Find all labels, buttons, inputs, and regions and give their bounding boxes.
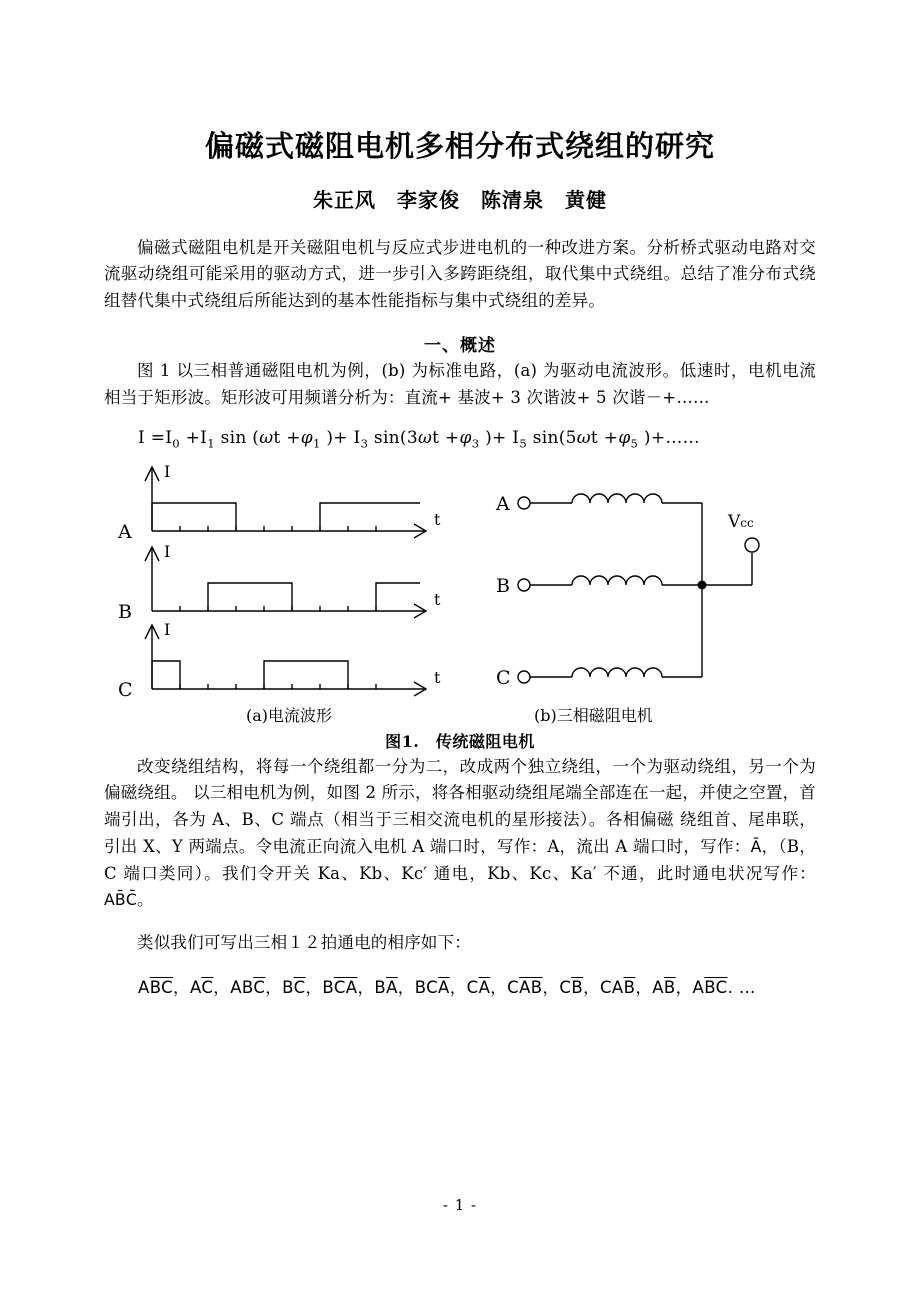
phase-letter-inverted: $\overline{A}$ bbox=[386, 977, 398, 997]
phase-letter: A bbox=[230, 977, 242, 997]
phase-letter: B bbox=[414, 977, 427, 997]
section-heading: 一、概述 bbox=[424, 336, 496, 357]
phase-letter-inverted: $\overline{B}$ bbox=[149, 977, 162, 997]
phase-sequence-separator: ， bbox=[357, 977, 375, 997]
phase-letter: B bbox=[322, 977, 334, 997]
phase-sequence-separator: ， bbox=[542, 977, 560, 997]
waveform-phase-c bbox=[145, 625, 426, 696]
phase-letter: C bbox=[466, 977, 479, 997]
phase-sequence-item bbox=[559, 978, 583, 997]
waveform-label-a: A bbox=[118, 520, 132, 543]
phase-sequence-separator: ， bbox=[305, 977, 323, 997]
circuit-three-phase-motor bbox=[518, 494, 759, 683]
notation-abc-state: AB̄C̄ bbox=[104, 890, 137, 910]
figure-1 bbox=[104, 455, 816, 727]
phase-sequence-item bbox=[652, 978, 675, 997]
phase-sequence-separator: ， bbox=[213, 977, 231, 997]
phase-sequence-separator: ， bbox=[675, 977, 693, 997]
phase-letter-inverted: $\overline{C}$ bbox=[161, 977, 174, 997]
circuit-terminal-b: B bbox=[496, 574, 510, 597]
phase-sequence-list bbox=[138, 974, 816, 998]
phase-letter-inverted: $\overline{B}$ bbox=[623, 977, 636, 997]
author-list: 朱正风 李家俊 陈清泉 黄健 bbox=[313, 187, 607, 212]
phase-letter-inverted: $\overline{B}$ bbox=[530, 977, 543, 997]
phase-letter-inverted: $\overline{C}$ bbox=[253, 977, 266, 997]
axis-label-current-a: I bbox=[164, 461, 171, 481]
waveform-label-c: C bbox=[118, 678, 133, 701]
phase-sequence-item bbox=[190, 978, 213, 997]
phase-letter-inverted: $\overline{B}$ bbox=[704, 977, 716, 997]
phase-letter-inverted: $\overline{A}$ bbox=[438, 977, 450, 997]
phase-letter-inverted: $\overline{A}$ bbox=[478, 977, 491, 997]
phase-letter-inverted: $\overline{A}$ bbox=[345, 977, 358, 997]
phase-letter: B bbox=[282, 977, 294, 997]
page-title: 偏磁式磁阻电机多相分布式绕组的研究 bbox=[204, 129, 715, 163]
circuit-terminal-c: C bbox=[496, 666, 511, 689]
phase-letter-inverted: $\overline{B}$ bbox=[663, 977, 676, 997]
notation-a-bar: Ā bbox=[750, 836, 762, 856]
phase-letter: A bbox=[692, 977, 705, 997]
current-harmonic-formula: $I =I_0 +I_1$ $\sin (\omega t +\varphi_1$ )+ $I_3$ $\sin(3\omega t +\varphi_3$ )+ $I_5$ $\sin(5\omega t +\varphi_5$ )+…… bbox=[138, 428, 700, 451]
phase-sequence-separator: ， bbox=[265, 977, 283, 997]
phase-sequence-item bbox=[507, 978, 542, 997]
phase-letter: B bbox=[374, 977, 387, 997]
phase-sequence-separator: ， bbox=[635, 977, 653, 997]
phase-letter: A bbox=[652, 977, 664, 997]
paragraph-winding-text-3: 。 bbox=[136, 890, 154, 910]
phase-sequence-item bbox=[600, 978, 635, 997]
figure-subcaptions bbox=[104, 703, 816, 729]
phase-sequence-separator: ， bbox=[397, 977, 415, 997]
phase-sequence-item bbox=[693, 978, 728, 997]
phase-sequence-separator: ， bbox=[173, 977, 190, 997]
phase-letter: C bbox=[559, 977, 572, 997]
figure-caption: 图1. 传统磁阻电机 bbox=[385, 731, 535, 751]
phase-sequence-separator: ， bbox=[583, 977, 600, 997]
axis-label-time-b: t bbox=[434, 589, 441, 609]
phase-sequence-separator: ， bbox=[490, 977, 508, 997]
phase-letter-inverted: $\overline{C}$ bbox=[201, 977, 214, 997]
phase-sequence-item bbox=[322, 978, 357, 997]
paragraph-winding-text-2: ，（B，C 端口类同）。我们令开关 Ka、Kb、Kc′ 通电，Kb、Kc、Ka′ 不通，此时通电状况写作： bbox=[104, 836, 816, 883]
figure-subcaption-a: (a)电流波形 bbox=[246, 705, 333, 725]
paragraph-sequence-intro: 类似我们可写出三相１２拍通电的相序如下： bbox=[137, 933, 471, 953]
phase-letter: A bbox=[138, 977, 150, 997]
phase-sequence-terminator: . … bbox=[727, 977, 756, 997]
axis-label-time-c: t bbox=[434, 667, 441, 687]
circuit-supply-label: Vcc bbox=[728, 511, 754, 532]
axis-label-time-a: t bbox=[434, 509, 441, 529]
axis-label-current-c: I bbox=[164, 619, 171, 639]
phase-letter-inverted: $\overline{C}$ bbox=[293, 977, 306, 997]
figure-subcaption-b: (b)三相磁阻电机 bbox=[534, 705, 653, 725]
page-content bbox=[104, 0, 816, 998]
phase-sequence-item bbox=[282, 978, 305, 997]
phase-letter: C bbox=[599, 977, 612, 997]
waveform-phase-b bbox=[145, 547, 426, 618]
phase-letter-inverted: $\overline{B}$ bbox=[571, 977, 584, 997]
phase-letter: A bbox=[189, 977, 202, 997]
paragraph-winding-text-1: 改变绕组结构，将每一个绕组都一分为二，改成两个独立绕组，一个为驱动绕组，另一个为偏磁绕组。 以三相电机为例，如图 2 所示，将各相驱动绕组尾端全部连在一起，并使之空置，首端引出，各为 A、B、C 端点（相当于三相交流电机的星形接法）。各相偏磁 绕组首、尾串联，引出 X、Y 两端点。令电流正向流入电机 A 端口时，写作：A，流出 A 端口时，写作： bbox=[104, 756, 816, 856]
phase-sequence-item bbox=[230, 978, 265, 997]
paragraph-intro: 图 1 以三相普通磁阻电机为例，(b) 为标准电路，(a) 为驱动电流波形。低速时，电机电流相当于矩形波。矩形波可用频谱分析为：直流+ 基波+ 3 次谐波+ 5 次谐－+…… bbox=[104, 361, 816, 408]
axis-label-current-b: I bbox=[164, 541, 171, 561]
circuit-terminal-a: A bbox=[496, 492, 510, 515]
phase-sequence-item bbox=[138, 978, 173, 997]
waveform-phase-a bbox=[145, 467, 426, 538]
phase-letter: B bbox=[241, 977, 254, 997]
abstract-paragraph: 偏磁式磁阻电机是开关磁阻电机与反应式步进电机的一种改进方案。分析桥式驱动电路对交流驱动绕组可能采用的驱动方式，进一步引入多跨距绕组，取代集中式绕组。总结了准分布式绕组替代集中式绕组后所能达到的基本性能指标与集中式绕组的差异。 bbox=[104, 237, 816, 311]
figure-1-graphic bbox=[104, 455, 816, 703]
phase-sequence-separator: ， bbox=[449, 977, 467, 997]
phase-letter: C bbox=[507, 977, 520, 997]
phase-sequence-item bbox=[467, 978, 491, 997]
page-footer: - 1 - bbox=[442, 1196, 478, 1214]
paragraph-winding-structure bbox=[104, 754, 816, 914]
phase-letter-inverted: $\overline{C}$ bbox=[715, 977, 728, 997]
phase-letter: C bbox=[426, 977, 439, 997]
phase-sequence-item bbox=[374, 978, 397, 997]
waveform-label-b: B bbox=[118, 600, 132, 623]
phase-letter: A bbox=[611, 977, 624, 997]
phase-letter-inverted: $\overline{C}$ bbox=[333, 977, 346, 997]
phase-letter-inverted: $\overline{A}$ bbox=[519, 977, 531, 997]
phase-sequence-item bbox=[415, 978, 450, 997]
